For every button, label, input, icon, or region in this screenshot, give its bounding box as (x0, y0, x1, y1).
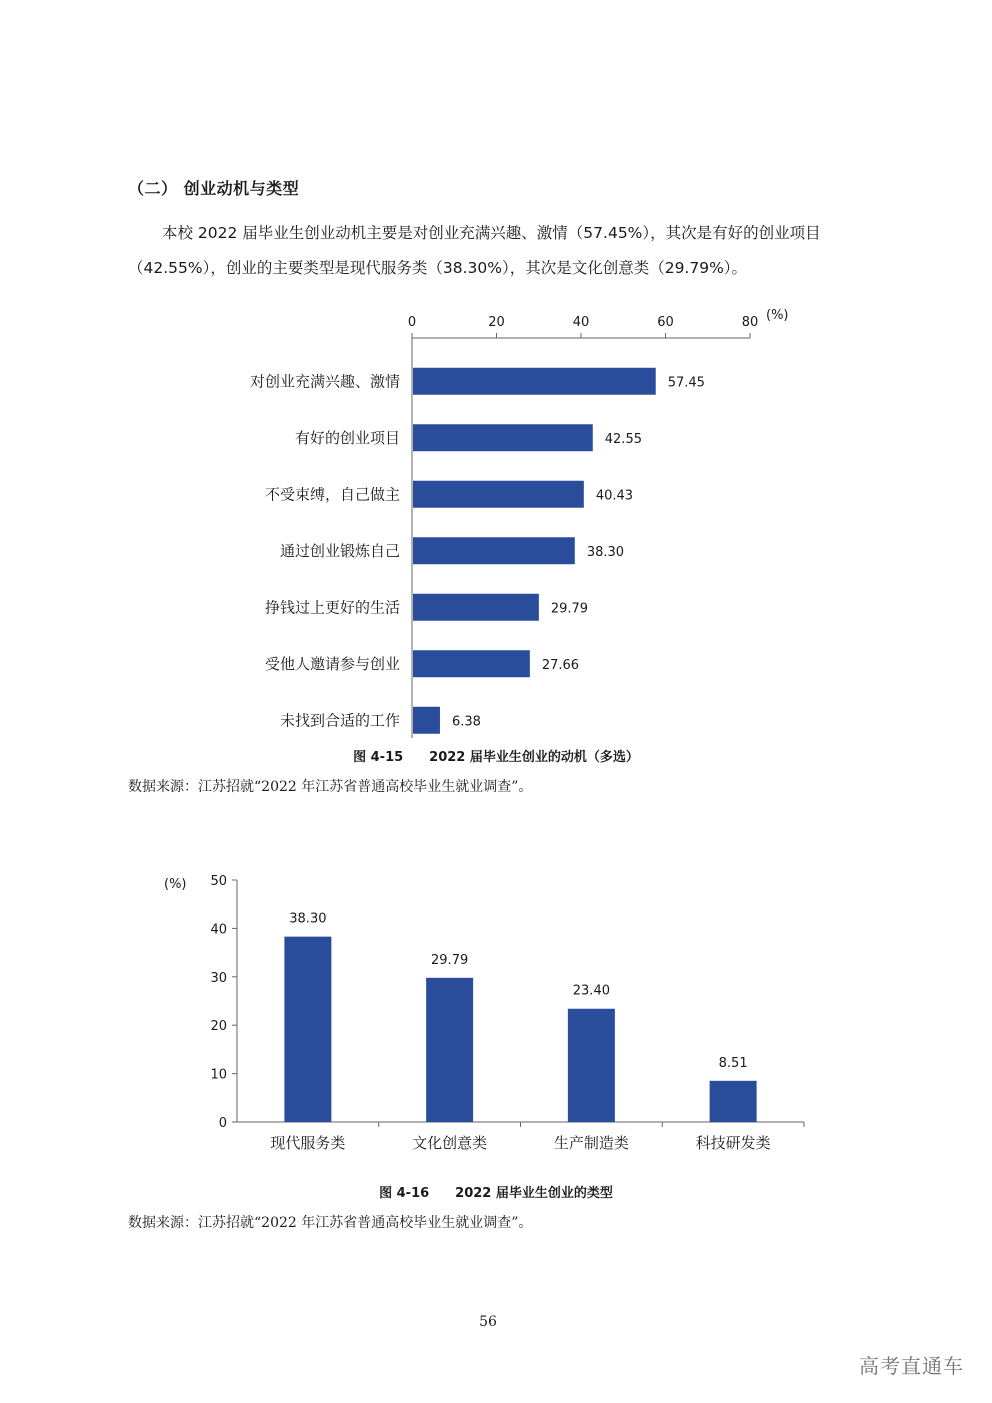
type-chart-svg (150, 862, 830, 1162)
y-tick-label: 30 (210, 970, 227, 986)
bar (413, 424, 593, 451)
figure-4-16-source: 数据来源：江苏招就“2022 年江苏省普通高校毕业生就业调查”。 (128, 1215, 533, 1231)
category-label: 有好的创业项目 (294, 428, 400, 447)
figure-4-16-caption: 图 4-16 2022 届毕业生创业的类型 (379, 1186, 613, 1201)
motivation-chart-svg (200, 298, 820, 738)
category-label: 文化创意类 (412, 1134, 488, 1152)
category-label: 不受束缚，自己做主 (264, 485, 400, 504)
type-bar-chart (150, 862, 830, 1162)
bar (413, 707, 440, 734)
y-axis-unit-label: (%) (164, 877, 187, 892)
y-tick-label: 0 (218, 1116, 227, 1131)
data-label: 29.79 (431, 952, 469, 968)
x-axis-unit-label: (%) (766, 308, 789, 323)
data-label: 40.43 (595, 488, 634, 504)
bar (413, 537, 575, 564)
motivation-bar-chart (200, 298, 820, 738)
x-tick-label: 20 (488, 315, 505, 330)
category-label: 挣钱过上更好的生活 (264, 598, 400, 617)
section-heading: （二） 创业动机与类型 (128, 179, 300, 198)
data-label: 38.30 (289, 911, 327, 927)
x-tick-label: 0 (407, 315, 417, 330)
data-label: 38.30 (586, 544, 625, 560)
x-tick-label: 40 (572, 315, 590, 330)
bar (284, 937, 331, 1122)
x-tick-label: 60 (657, 315, 674, 330)
data-label: 27.66 (541, 657, 580, 673)
bar (413, 594, 539, 621)
bar (413, 368, 656, 395)
y-tick-label: 20 (210, 1019, 227, 1035)
category-label: 对创业充满兴趣、激情 (249, 372, 400, 391)
category-label: 生产制造类 (553, 1134, 629, 1152)
body-paragraph: 本校 2022 届毕业生创业动机主要是对创业充满兴趣、激情（57.45%），其次是有好的创业项目（42.55%），创业的主要类型是现代服务类（38.30%），其次是文化创意类（29.79%）。 (128, 224, 821, 277)
bar (413, 481, 584, 508)
y-tick-label: 50 (210, 874, 227, 889)
y-tick-label: 10 (210, 1067, 227, 1083)
page-number: 56 (479, 1314, 497, 1330)
watermark: 高考直通车 (859, 1354, 964, 1378)
category-label: 未找到合适的工作 (279, 711, 400, 730)
data-label: 6.38 (451, 714, 481, 730)
data-label: 42.55 (604, 431, 642, 447)
data-label: 23.40 (572, 983, 610, 999)
category-label: 受他人邀请参与创业 (264, 654, 400, 673)
data-label: 8.51 (718, 1055, 748, 1071)
figure-4-15-caption: 图 4-15 2022 届毕业生创业的动机（多选） (353, 750, 639, 765)
category-label: 通过创业锻炼自己 (279, 541, 400, 560)
bar (426, 978, 473, 1122)
data-label: 57.45 (667, 375, 705, 391)
category-label: 科技研发类 (695, 1134, 771, 1152)
bar (710, 1081, 757, 1122)
x-tick-label: 80 (741, 315, 759, 330)
figure-4-15-source: 数据来源：江苏招就“2022 年江苏省普通高校毕业生就业调查”。 (128, 779, 533, 795)
y-tick-label: 40 (210, 922, 227, 938)
bar (568, 1009, 615, 1122)
data-label: 29.79 (550, 601, 589, 617)
bar (413, 650, 530, 677)
category-label: 现代服务类 (270, 1134, 346, 1152)
